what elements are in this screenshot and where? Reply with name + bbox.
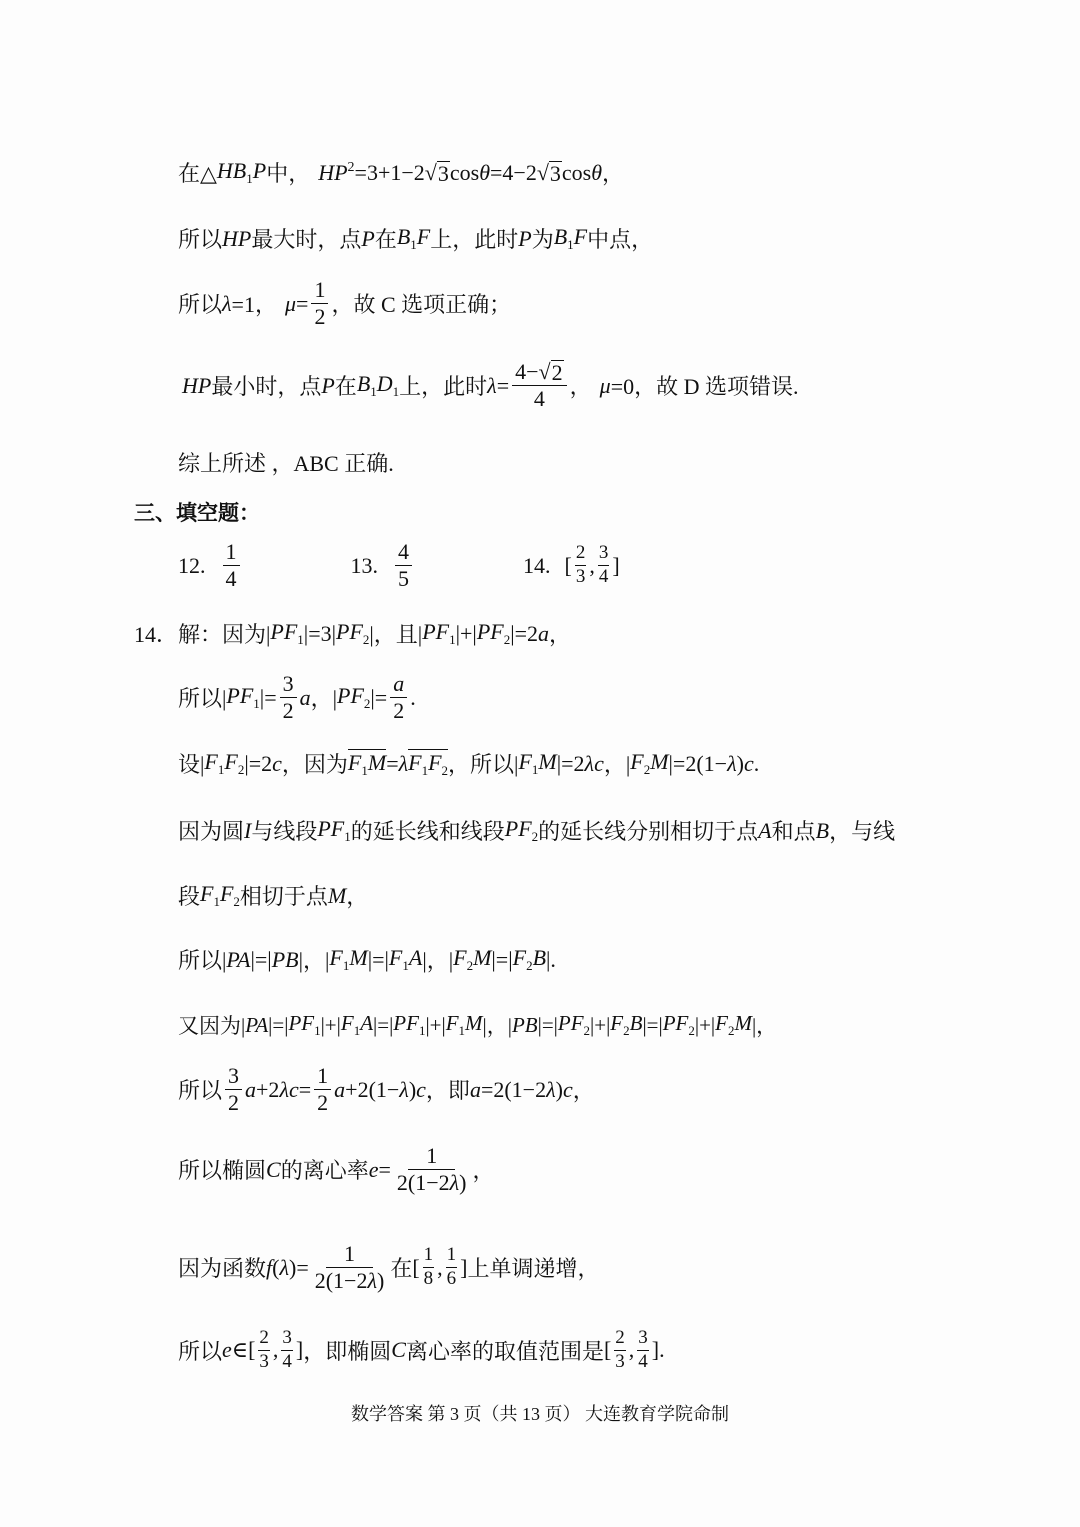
text: 14．解：因为| xyxy=(134,622,271,647)
math-a: a xyxy=(538,620,550,646)
theta: θ xyxy=(479,159,490,185)
text: 为 xyxy=(531,227,554,252)
math-a: a xyxy=(299,684,311,710)
lambda: λ xyxy=(399,1076,409,1102)
text: )= xyxy=(289,1254,309,1280)
solution-line-3 xyxy=(178,748,759,779)
text: 在 xyxy=(374,227,397,252)
text: =0，故 D 选项错误. xyxy=(610,374,799,400)
text: 所以| xyxy=(178,686,227,712)
fraction-1-2: $\frac{1}{2}$ xyxy=(314,1064,331,1115)
math-c: c xyxy=(743,750,754,776)
text: ) xyxy=(408,1076,417,1102)
text: ， xyxy=(472,1158,495,1184)
cos: cos xyxy=(561,159,592,185)
text: 上单调递增， xyxy=(467,1256,600,1282)
lambda: λ xyxy=(279,1254,289,1280)
text: 设| xyxy=(178,752,205,777)
math-PF1: $PF_1$ xyxy=(422,619,456,647)
math-a: a xyxy=(334,1076,346,1102)
sqrt-3: √ 3 xyxy=(536,159,561,187)
text: ，| xyxy=(603,752,631,777)
fraction-4-minus-sqrt2-over-4: 4− √ 2 4 xyxy=(512,360,567,411)
math-PF2: $PF_2$ xyxy=(336,619,370,647)
math-c: c xyxy=(272,750,282,776)
math-B1F: $B_1F$ xyxy=(396,224,431,252)
line-4 xyxy=(182,360,798,411)
text: |+| xyxy=(694,1012,716,1037)
text: +2(1− xyxy=(345,1076,400,1102)
math-I: I xyxy=(244,817,252,843)
math-F2M: $F_2M$ xyxy=(715,1011,752,1038)
interval-2-3-3-4: [ $\frac{2}{3}$ , $\frac{3}{4}$ ] xyxy=(248,1327,304,1372)
math-F1A: $F_1A$ xyxy=(340,1011,374,1038)
text: |=| xyxy=(491,946,513,972)
text: |=| xyxy=(268,1012,289,1037)
text: . xyxy=(410,684,416,710)
solution-line-10 xyxy=(178,1242,600,1293)
math-B1D1: $B_1D_1$ xyxy=(356,371,400,400)
text: 和点 xyxy=(771,819,816,844)
text: 的离心率 xyxy=(280,1158,369,1184)
text: |+| xyxy=(320,1012,341,1037)
text: 在 xyxy=(390,1256,413,1282)
math-PF2: $PF_2$ xyxy=(504,816,539,844)
math-expr: =4−2 xyxy=(490,159,537,185)
math-F1A: $F_1A$ xyxy=(388,945,423,973)
mu: μ xyxy=(284,290,297,316)
math-F1M: $F_1M$ xyxy=(329,945,368,973)
text: 又因为| xyxy=(178,1014,246,1038)
fraction-eccentricity: $\frac{1}{2(1-2\lambda)}$ xyxy=(396,1143,467,1196)
section-heading: 三、填空题： xyxy=(134,501,260,525)
text: . xyxy=(659,1337,665,1363)
math-F1M: $F_1M$ xyxy=(518,749,557,777)
text: 因为圆 xyxy=(178,819,245,844)
text: |=2 xyxy=(556,750,585,776)
math-F2B: $F_2B$ xyxy=(610,1011,643,1038)
math-HB1P: $HB_1P$ xyxy=(216,158,267,186)
text: |， xyxy=(751,1014,778,1038)
answer-12: 12. $\frac{1}{4}$ xyxy=(178,540,243,591)
text: 最大时，点 xyxy=(251,227,362,252)
math-PF1: $PF_1$ xyxy=(288,1011,321,1038)
text: = xyxy=(298,1076,312,1102)
solution-line-1 xyxy=(134,618,571,649)
lambda: λ xyxy=(279,1076,289,1102)
fraction-f-lambda: $\frac{1}{2(1-2\lambda)}$ xyxy=(314,1241,385,1294)
math-PF2: $PF_2$ xyxy=(476,619,511,647)
theta: θ xyxy=(591,159,603,185)
answer-13: 13. $\frac{4}{5}$ xyxy=(351,540,416,591)
text: |，且| xyxy=(369,622,423,647)
text: ∈ xyxy=(231,1337,249,1363)
math-P: P xyxy=(321,372,335,398)
fraction-a-2: $\frac{a}{2}$ xyxy=(390,672,407,723)
lambda: λ xyxy=(222,290,232,316)
math-P: P xyxy=(518,225,532,251)
text: 在 xyxy=(334,374,357,400)
math-c: c xyxy=(594,750,604,776)
text: ) xyxy=(736,750,744,776)
text: |=2 xyxy=(510,620,539,646)
lambda: λ xyxy=(398,750,409,776)
text: ，所以| xyxy=(448,752,519,777)
solution-line-6 xyxy=(178,944,556,975)
text: +2 xyxy=(256,1076,280,1102)
math-a: a xyxy=(245,1076,257,1102)
line-3 xyxy=(178,278,511,329)
math-PA: PA xyxy=(226,946,251,972)
text: 所以椭圆 xyxy=(178,1158,267,1184)
lambda: λ xyxy=(727,750,737,776)
text: |+| xyxy=(455,620,477,646)
text: 所以 xyxy=(178,292,223,318)
text: ，与线 xyxy=(829,819,896,844)
line-5 xyxy=(178,447,394,478)
interval-2-3-3-4: [ $\frac{2}{3}$ , $\frac{3}{4}$ ] xyxy=(603,1327,660,1372)
text: |，| xyxy=(298,948,330,973)
math-B1F: $B_1F$ xyxy=(553,224,588,252)
text: 上，此时 xyxy=(430,227,519,252)
text: ， xyxy=(346,884,369,909)
math-F2M: $F_2M$ xyxy=(453,945,492,973)
text: 所以 xyxy=(178,1338,223,1364)
text: 所以 xyxy=(178,1078,223,1104)
math-F1F2: $F_1F_2$ xyxy=(204,749,245,777)
text: = xyxy=(496,372,510,398)
vector-F1F2: $F_1F_2$ xyxy=(408,750,449,779)
text: |=| xyxy=(367,946,389,972)
cos: cos xyxy=(449,159,480,185)
math-c: c xyxy=(562,1076,573,1102)
math-PB: PB xyxy=(271,946,299,972)
text: |，| xyxy=(422,948,454,973)
lambda: λ xyxy=(584,750,595,776)
math-PF2: $PF_2$ xyxy=(662,1011,695,1038)
text: ( xyxy=(272,1254,280,1280)
text: |=| xyxy=(537,1012,558,1037)
text: 中， xyxy=(266,161,311,186)
text: =1， xyxy=(231,292,277,318)
text: |，| xyxy=(482,1014,512,1038)
text: 的延长线分别相切于点 xyxy=(538,819,759,844)
text: ， xyxy=(569,374,592,400)
math-PF1: $PF_1$ xyxy=(393,1011,426,1038)
text: |+| xyxy=(590,1012,611,1037)
math-HP: HP xyxy=(222,225,252,251)
math-PF2: $PF_2$ xyxy=(557,1011,591,1038)
answers-row xyxy=(178,540,620,591)
solution-line-9 xyxy=(178,1144,495,1195)
text: ， xyxy=(602,161,625,186)
math-A: A xyxy=(758,817,772,843)
line-2 xyxy=(178,223,653,254)
text: 所以| xyxy=(178,948,227,973)
math-f: f xyxy=(266,1254,273,1280)
text: ) xyxy=(555,1076,563,1102)
math-e: e xyxy=(368,1156,379,1182)
math-F1M: $F_1M$ xyxy=(445,1011,483,1038)
text: ，故 C 选项正确； xyxy=(331,292,512,318)
text: ， xyxy=(549,622,572,647)
text: 离心率的取值范围是 xyxy=(405,1338,604,1364)
text: = xyxy=(378,1156,391,1182)
solution-line-7 xyxy=(178,1010,777,1040)
math-expr: =3+1−2 xyxy=(354,159,425,185)
math-F1F2: $F_1F_2$ xyxy=(200,881,240,909)
text: . xyxy=(753,750,760,776)
solution-line-5 xyxy=(178,880,368,911)
fraction-1-2: $\frac{1}{2}$ xyxy=(311,278,328,329)
math-PF1: $PF_1$ xyxy=(226,683,260,712)
solution-line-4 xyxy=(178,815,895,846)
text: 上，此时 xyxy=(399,374,488,400)
text: |=2 xyxy=(244,750,273,776)
lambda: λ xyxy=(487,372,497,398)
text: ，即椭圆 xyxy=(303,1338,392,1364)
line-1 xyxy=(178,157,624,188)
math-HP: $HP^2$ xyxy=(318,159,355,185)
solution-line-2 xyxy=(178,672,416,723)
lambda: λ xyxy=(546,1076,556,1102)
text: |. xyxy=(546,946,556,972)
text: 所以 xyxy=(178,227,223,252)
fraction-3-2: $\frac{3}{2}$ xyxy=(225,1064,242,1115)
text: 中点， xyxy=(587,227,654,252)
math-c: c xyxy=(288,1076,299,1102)
solution-line-8 xyxy=(178,1064,595,1115)
math-P: P xyxy=(361,225,375,251)
text: 相切于点 xyxy=(239,884,328,909)
text: = xyxy=(386,750,399,776)
text: |= xyxy=(370,684,388,710)
math-c: c xyxy=(416,1076,426,1102)
math-F2M: $F_2M$ xyxy=(630,749,669,777)
mu: μ xyxy=(599,372,611,398)
math-a: a xyxy=(469,1076,481,1102)
solution-line-11 xyxy=(178,1328,665,1373)
math-B: B xyxy=(815,817,830,843)
page-footer: 数学答案 第 3 页（共 13 页） 大连教育学院命制 xyxy=(351,1404,729,1424)
text: |=| xyxy=(642,1012,663,1037)
text: |=| xyxy=(373,1012,394,1037)
text: |=2(1− xyxy=(668,750,728,776)
text: |=3| xyxy=(303,620,337,646)
math-PB: PB xyxy=(511,1012,538,1037)
text: |= xyxy=(259,684,277,710)
math-F2B: $F_2B$ xyxy=(512,945,547,973)
text: ，| xyxy=(310,686,338,712)
math-C: C xyxy=(266,1156,281,1182)
text: 因为函数 xyxy=(178,1256,267,1282)
text: 最小时，点 xyxy=(211,374,322,400)
text: 综上所述 ，ABC 正确. xyxy=(178,451,394,476)
text: ， xyxy=(572,1078,595,1104)
fraction-3-2: $\frac{3}{2}$ xyxy=(280,672,297,723)
text: 在△ xyxy=(178,161,217,186)
math-PF1: $PF_1$ xyxy=(317,816,351,844)
text: |+| xyxy=(425,1012,446,1037)
text: ，即 xyxy=(425,1078,470,1104)
math-PA: PA xyxy=(245,1012,269,1037)
answer-14: 14. [ $\frac{2}{3}$ , $\frac{3}{4}$ ] xyxy=(523,542,620,588)
math-PF2: $PF_2$ xyxy=(337,683,371,712)
text: 段 xyxy=(178,884,201,909)
math-M: M xyxy=(327,882,347,908)
math-e: e xyxy=(222,1337,232,1363)
interval-1-8-1-6: [ $\frac{1}{8}$ , $\frac{1}{6}$ ] xyxy=(412,1244,468,1290)
math-HP: HP xyxy=(182,372,212,398)
text: |=| xyxy=(250,946,272,972)
text: = xyxy=(296,290,309,316)
text: ，因为 xyxy=(281,752,348,777)
text: =2(1−2 xyxy=(480,1076,547,1102)
math-C: C xyxy=(391,1337,406,1363)
text: 与线段 xyxy=(251,819,318,844)
vector-F1M: $F_1M$ xyxy=(347,750,387,779)
text: 的延长线和线段 xyxy=(350,819,505,844)
sqrt-3: √ 3 xyxy=(424,159,449,187)
math-PF1: $PF_1$ xyxy=(270,619,304,647)
